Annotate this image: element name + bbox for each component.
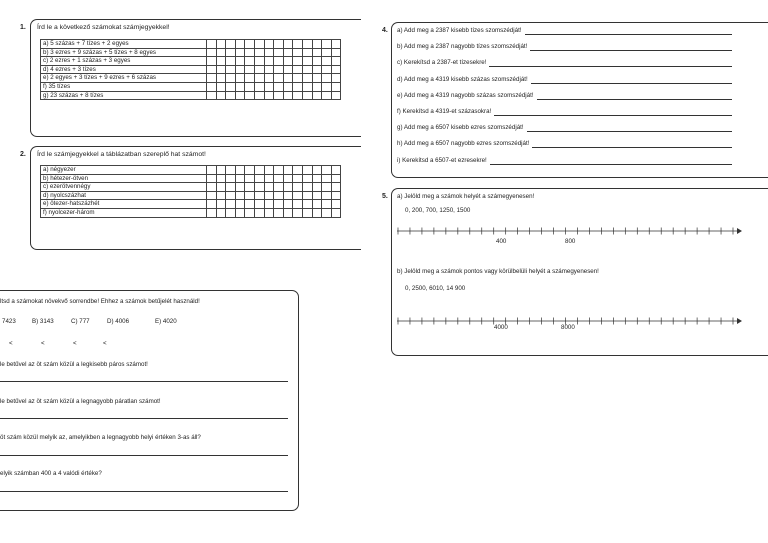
exercise-2-row [41,166,341,175]
answer-cell[interactable] [312,174,322,183]
answer-cell[interactable] [216,174,226,183]
answer-cell[interactable] [254,48,264,57]
answer-cell[interactable] [226,200,236,209]
answer-cell[interactable] [254,91,264,100]
question-largest-place-3: öt szám közül melyik az, amelyikben a legnagyobb helyi értéken 3-as áll? [0,434,201,441]
answer-cell[interactable] [235,82,245,91]
answer-cell[interactable] [302,200,312,209]
exercise-3-item-e: E) 4020 [155,318,177,325]
answer-cell[interactable] [322,183,332,192]
answer-line[interactable] [537,99,732,100]
answer-cell[interactable] [207,174,217,183]
answer-cell[interactable] [283,166,293,175]
exercise-1-row-label: f) 35 tízes [41,82,207,91]
question-400-value: elyik számban 400 a 4 valódi értéke? [0,470,102,477]
answer-cell[interactable] [216,40,226,49]
exercise-5b-instruction: b) Jelöld meg a számok pontos vagy körülbelüli helyét a számegyenesen! [397,268,599,275]
exercise-1-instruction: Írd le a következő számokat számjegyekkel! [37,24,170,31]
answer-line[interactable] [489,66,732,67]
answer-cell[interactable] [293,74,303,83]
answer-cell[interactable] [226,74,236,83]
answer-cell[interactable] [331,82,341,91]
answer-cell[interactable] [293,183,303,192]
answer-cell[interactable] [302,65,312,74]
answer-cell[interactable] [254,82,264,91]
answer-cell[interactable] [312,74,322,83]
exercise-1-row [41,65,341,74]
answer-cell[interactable] [322,65,332,74]
order-sign: < [9,340,13,347]
answer-cell[interactable] [245,40,255,49]
answer-line[interactable] [0,455,288,456]
answer-cell[interactable] [283,183,293,192]
answer-cell[interactable] [235,91,245,100]
answer-cell[interactable] [283,48,293,57]
answer-cell[interactable] [235,183,245,192]
exercise-1-row [41,74,341,83]
answer-cell[interactable] [254,208,264,217]
answer-cell[interactable] [283,40,293,49]
answer-cell[interactable] [283,191,293,200]
answer-cell[interactable] [274,40,284,49]
answer-cell[interactable] [226,82,236,91]
answer-cell[interactable] [207,91,217,100]
exercise-5a-numbers: 0, 200, 700, 1250, 1500 [405,207,471,214]
answer-cell[interactable] [322,191,332,200]
answer-cell[interactable] [283,65,293,74]
answer-cell[interactable] [226,191,236,200]
number-line-b-label: 8000 [561,324,575,331]
answer-cell[interactable] [207,82,217,91]
answer-cell[interactable] [226,65,236,74]
answer-line[interactable] [530,50,732,51]
answer-cell[interactable] [274,166,284,175]
answer-cell[interactable] [264,166,274,175]
exercise-2-instruction: Írd le számjegyekkel a táblázatban szereplő hat számot! [37,151,206,158]
answer-cell[interactable] [322,82,332,91]
answer-cell[interactable] [245,57,255,66]
answer-cell[interactable] [293,48,303,57]
exercise-1-row-label: b) 3 ezres + 9 százas + 5 tízes + 8 egyes [41,48,207,57]
answer-cell[interactable] [235,40,245,49]
answer-cell[interactable] [245,208,255,217]
answer-cell[interactable] [226,183,236,192]
answer-cell[interactable] [322,40,332,49]
answer-cell[interactable] [235,57,245,66]
exercise-1-row [41,48,341,57]
answer-line[interactable] [494,115,732,116]
order-sign: < [41,340,45,347]
answer-cell[interactable] [264,200,274,209]
answer-cell[interactable] [245,82,255,91]
answer-cell[interactable] [293,91,303,100]
answer-cell[interactable] [264,191,274,200]
answer-cell[interactable] [302,48,312,57]
answer-cell[interactable] [207,208,217,217]
answer-cell[interactable] [293,65,303,74]
answer-cell[interactable] [216,208,226,217]
exercise-2-row-label: b) hétezer-ötven [41,174,207,183]
answer-cell[interactable] [274,183,284,192]
exercise-1-row-label: e) 2 egyes + 3 tízes + 9 ezres + 6 százas [41,74,207,83]
answer-line[interactable] [0,381,288,382]
answer-cell[interactable] [207,57,217,66]
answer-cell[interactable] [274,74,284,83]
answer-cell[interactable] [245,166,255,175]
answer-cell[interactable] [331,48,341,57]
answer-cell[interactable] [274,200,284,209]
exercise-4-item: c) Kerekítsd a 2387-et tízesekre! [397,59,487,67]
answer-cell[interactable] [207,191,217,200]
answer-cell[interactable] [283,91,293,100]
answer-cell[interactable] [293,40,303,49]
answer-cell[interactable] [283,208,293,217]
answer-cell[interactable] [331,166,341,175]
answer-cell[interactable] [312,191,322,200]
answer-cell[interactable] [322,91,332,100]
answer-cell[interactable] [331,208,341,217]
answer-cell[interactable] [226,166,236,175]
exercise-3-item-a: 7423 [2,318,16,325]
answer-cell[interactable] [226,40,236,49]
exercise-3-item-c: C) 777 [71,318,90,325]
exercise-2-row-label: e) ötezer-hatszázhét [41,200,207,209]
answer-cell[interactable] [283,74,293,83]
answer-cell[interactable] [216,166,226,175]
answer-cell[interactable] [216,82,226,91]
exercise-4-item: d) Add meg a 4319 kisebb százas szomszédját! [397,75,528,83]
answer-cell[interactable] [216,48,226,57]
exercise-2-number: 2. [20,151,26,158]
answer-cell[interactable] [312,91,322,100]
answer-cell[interactable] [254,40,264,49]
answer-cell[interactable] [274,208,284,217]
exercise-3-instruction: ltsd a számokat növekvő sorrendbe! Ehhez a számok betűjelét használd! [0,298,200,305]
answer-cell[interactable] [216,191,226,200]
exercise-1-row [41,91,341,100]
answer-cell[interactable] [322,74,332,83]
answer-cell[interactable] [322,57,332,66]
answer-cell[interactable] [293,166,303,175]
answer-cell[interactable] [331,57,341,66]
answer-cell[interactable] [235,191,245,200]
question-min-even: le betűvel az öt szám közül a legkisebb páros számot! [0,361,148,368]
exercise-3-item-b: B) 3143 [32,318,54,325]
answer-cell[interactable] [302,57,312,66]
answer-cell[interactable] [274,174,284,183]
answer-cell[interactable] [207,166,217,175]
answer-cell[interactable] [331,65,341,74]
answer-cell[interactable] [254,174,264,183]
answer-cell[interactable] [312,82,322,91]
answer-cell[interactable] [254,191,264,200]
answer-cell[interactable] [245,183,255,192]
answer-cell[interactable] [235,200,245,209]
exercise-4-item: i) Kerekítsd a 6507-et ezresekre! [397,156,487,164]
answer-cell[interactable] [302,174,312,183]
exercise-1-row [41,40,341,49]
answer-cell[interactable] [245,48,255,57]
answer-cell[interactable] [293,57,303,66]
answer-cell[interactable] [226,208,236,217]
answer-cell[interactable] [274,48,284,57]
exercise-2-row [41,174,341,183]
answer-cell[interactable] [245,174,255,183]
exercise-1-number: 1. [20,24,26,31]
answer-cell[interactable] [322,174,332,183]
answer-cell[interactable] [274,91,284,100]
exercise-1-row-label: a) 5 százas + 7 tízes + 2 egyes [41,40,207,49]
answer-cell[interactable] [322,200,332,209]
answer-cell[interactable] [302,91,312,100]
answer-cell[interactable] [254,65,264,74]
answer-cell[interactable] [312,166,322,175]
answer-cell[interactable] [293,191,303,200]
answer-cell[interactable] [207,74,217,83]
answer-cell[interactable] [302,74,312,83]
answer-cell[interactable] [302,208,312,217]
answer-cell[interactable] [235,174,245,183]
answer-cell[interactable] [312,40,322,49]
answer-cell[interactable] [312,65,322,74]
answer-cell[interactable] [322,48,332,57]
answer-cell[interactable] [283,57,293,66]
exercise-4-item: g) Add meg a 6507 kisebb ezres szomszédját! [397,124,524,132]
answer-cell[interactable] [331,174,341,183]
answer-cell[interactable] [331,183,341,192]
exercise-2-row-label: d) nyolcszázhat [41,191,207,200]
answer-cell[interactable] [264,74,274,83]
answer-cell[interactable] [312,48,322,57]
answer-cell[interactable] [254,183,264,192]
answer-cell[interactable] [264,174,274,183]
answer-line[interactable] [0,418,288,419]
exercise-5b-numbers: 0, 2500, 6010, 14 900 [405,285,466,292]
answer-cell[interactable] [245,91,255,100]
exercise-1-row-label: c) 2 ezres + 1 százas + 3 egyes [41,57,207,66]
answer-cell[interactable] [322,208,332,217]
exercise-2-row-label: f) nyolcezer-három [41,208,207,217]
answer-cell[interactable] [235,48,245,57]
exercise-1-row-label: d) 4 ezres + 3 tízes [41,65,207,74]
answer-cell[interactable] [264,48,274,57]
answer-cell[interactable] [226,91,236,100]
answer-cell[interactable] [331,91,341,100]
answer-cell[interactable] [293,82,303,91]
exercise-2-row-label: a) négyezer [41,166,207,175]
axis-arrow [737,318,742,324]
answer-line[interactable] [527,131,732,132]
answer-cell[interactable] [264,40,274,49]
answer-cell[interactable] [264,183,274,192]
exercise-1-row [41,82,341,91]
answer-cell[interactable] [226,174,236,183]
answer-cell[interactable] [293,200,303,209]
answer-cell[interactable] [245,191,255,200]
exercise-4-item: a) Add meg a 2387 kisebb tízes szomszédját! [397,27,522,34]
answer-cell[interactable] [207,65,217,74]
answer-cell[interactable] [293,208,303,217]
answer-cell[interactable] [235,65,245,74]
answer-cell[interactable] [302,183,312,192]
answer-cell[interactable] [245,200,255,209]
order-sign: < [103,340,107,347]
answer-cell[interactable] [312,200,322,209]
answer-cell[interactable] [331,40,341,49]
answer-line[interactable] [525,34,732,35]
answer-cell[interactable] [245,65,255,74]
answer-line[interactable] [531,83,732,84]
number-line-b-label: 4000 [494,324,508,331]
answer-cell[interactable] [312,208,322,217]
exercise-2-row [41,208,341,217]
answer-cell[interactable] [216,57,226,66]
answer-cell[interactable] [331,74,341,83]
exercise-4-item: h) Add meg a 6507 nagyobb ezres szomszédját! [397,140,530,148]
answer-cell[interactable] [302,82,312,91]
answer-cell[interactable] [293,174,303,183]
answer-cell[interactable] [312,183,322,192]
answer-cell[interactable] [207,200,217,209]
exercise-2-row-label: c) ezerötvennégy [41,183,207,192]
answer-cell[interactable] [207,183,217,192]
answer-cell[interactable] [216,91,226,100]
answer-cell[interactable] [312,57,322,66]
exercise-2-table [40,165,341,218]
answer-cell[interactable] [283,200,293,209]
exercise-5a-instruction: a) Jelöld meg a számok helyét a számegyenesen! [397,193,535,200]
answer-cell[interactable] [226,57,236,66]
axis-arrow [737,228,742,234]
answer-cell[interactable] [235,166,245,175]
exercise-2-row [41,191,341,200]
answer-cell[interactable] [283,82,293,91]
answer-cell[interactable] [274,57,284,66]
exercise-1-row-label: g) 23 százas + 8 tízes [41,91,207,100]
exercise-1-row [41,57,341,66]
answer-cell[interactable] [331,200,341,209]
number-line-a-label: 800 [565,238,576,245]
answer-cell[interactable] [302,191,312,200]
exercise-2-row [41,183,341,192]
exercise-4-item: e) Add meg a 4319 nagyobb százas szomszédját! [397,91,534,99]
answer-cell[interactable] [207,40,217,49]
answer-cell[interactable] [235,74,245,83]
answer-cell[interactable] [216,74,226,83]
answer-cell[interactable] [322,166,332,175]
answer-line[interactable] [490,164,732,165]
exercise-4-item: f) Kerekítsd a 4319-et százasokra! [397,108,492,115]
answer-cell[interactable] [274,191,284,200]
exercise-3-item-d: D) 4006 [107,318,130,325]
answer-cell[interactable] [207,48,217,57]
answer-cell[interactable] [216,65,226,74]
exercise-4-number: 4. [382,27,388,34]
exercise-4-item: b) Add meg a 2387 nagyobb tízes szomszédját! [397,43,528,51]
number-line-a-label: 400 [496,238,507,245]
answer-cell[interactable] [254,57,264,66]
answer-cell[interactable] [264,82,274,91]
answer-cell[interactable] [245,74,255,83]
answer-cell[interactable] [264,57,274,66]
answer-cell[interactable] [254,200,264,209]
answer-cell[interactable] [274,82,284,91]
number-line-a[interactable] [397,224,742,238]
answer-cell[interactable] [254,166,264,175]
answer-cell[interactable] [264,208,274,217]
answer-cell[interactable] [331,191,341,200]
question-max-odd: le betűvel az öt szám közül a legnagyobb páratlan számot! [0,398,161,405]
answer-cell[interactable] [264,65,274,74]
exercise-1-table [40,39,341,100]
answer-cell[interactable] [216,200,226,209]
answer-cell[interactable] [302,40,312,49]
answer-line[interactable] [0,491,288,492]
answer-cell[interactable] [283,174,293,183]
exercise-2-row [41,200,341,209]
answer-cell[interactable] [254,74,264,83]
answer-cell[interactable] [216,183,226,192]
answer-cell[interactable] [235,208,245,217]
exercise-5-number: 5. [382,193,388,200]
answer-cell[interactable] [264,91,274,100]
answer-cell[interactable] [226,48,236,57]
order-sign: < [73,340,77,347]
answer-line[interactable] [532,147,732,148]
answer-cell[interactable] [302,166,312,175]
answer-cell[interactable] [274,65,284,74]
